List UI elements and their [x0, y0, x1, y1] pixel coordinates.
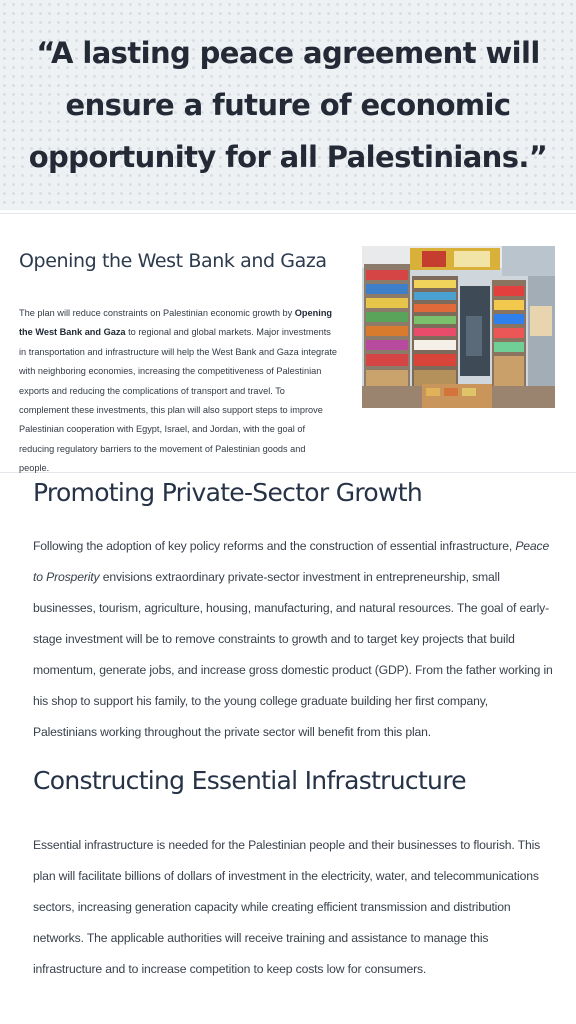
market-shop-photo: [362, 246, 555, 408]
pull-quote: “A lasting peace agreement will ensure a future of economic opportunity for all Palestinians.”: [28, 36, 548, 174]
infrastructure-paragraph: Essential infrastructure is needed for the Palestinian people and their businesses to flourish. This plan will facilitate billions of dollars of investment in the electricity, water, and telecommunications sectors, increasing generation capacity while creating efficient transmission and distribution networks. The applicable authorities will receive training and assistance to manage this infrastructure and to increase competition to keep costs low for consumers.: [33, 838, 541, 976]
opening-west-bank-gaza-card: [0, 213, 576, 473]
market-shop-illustration: [362, 246, 555, 408]
peace-to-prosperity-title: Peace to Prosperity: [33, 539, 550, 584]
private-sector-heading: Promoting Private-Sector Growth: [33, 478, 423, 507]
private-sector-section: [33, 478, 553, 748]
quote-banner: [0, 0, 576, 210]
opening-heading: Opening the West Bank and Gaza: [19, 250, 327, 272]
private-sector-text-start: Following the adoption of key policy reforms and the construction of essential infrastructure,: [33, 539, 516, 553]
infrastructure-section: [33, 766, 553, 985]
opening-text-end: to regional and global markets. Major investments in transportation and infrastructure will help the West Bank and Gaza integrate with neighboring economies, increasing the competitiveness of Palestinian exports and reducing the complications of transport and travel. To complement these investments, this plan will also support steps to improve Palestinian cooperation with Egypt, Israel, and Jordan, with the goal of reducing regulatory barriers to the movement of Palestinian goods and people.: [19, 327, 337, 474]
opening-text-bold: Opening the West Bank and Gaza: [19, 308, 333, 338]
private-sector-text-end: envisions extraordinary private-sector investment in entrepreneurship, small businesses, tourism, agriculture, housing, manufacturing, and natural resources. The goal of early-stage investment will be to remove constraints to growth and to target key projects that build momentum, generate jobs, and increase gross domestic product (GDP). From the father working in his shop to support his family, to the young college graduate building her first company, Palestinians working throughout the private sector will benefit from this plan.: [33, 570, 553, 739]
opening-paragraph: [19, 304, 337, 479]
private-sector-paragraph: [33, 531, 553, 748]
infrastructure-heading: Constructing Essential Infrastructure: [33, 766, 466, 795]
opening-text-start: The plan will reduce constraints on Palestinian economic growth by: [19, 308, 295, 318]
